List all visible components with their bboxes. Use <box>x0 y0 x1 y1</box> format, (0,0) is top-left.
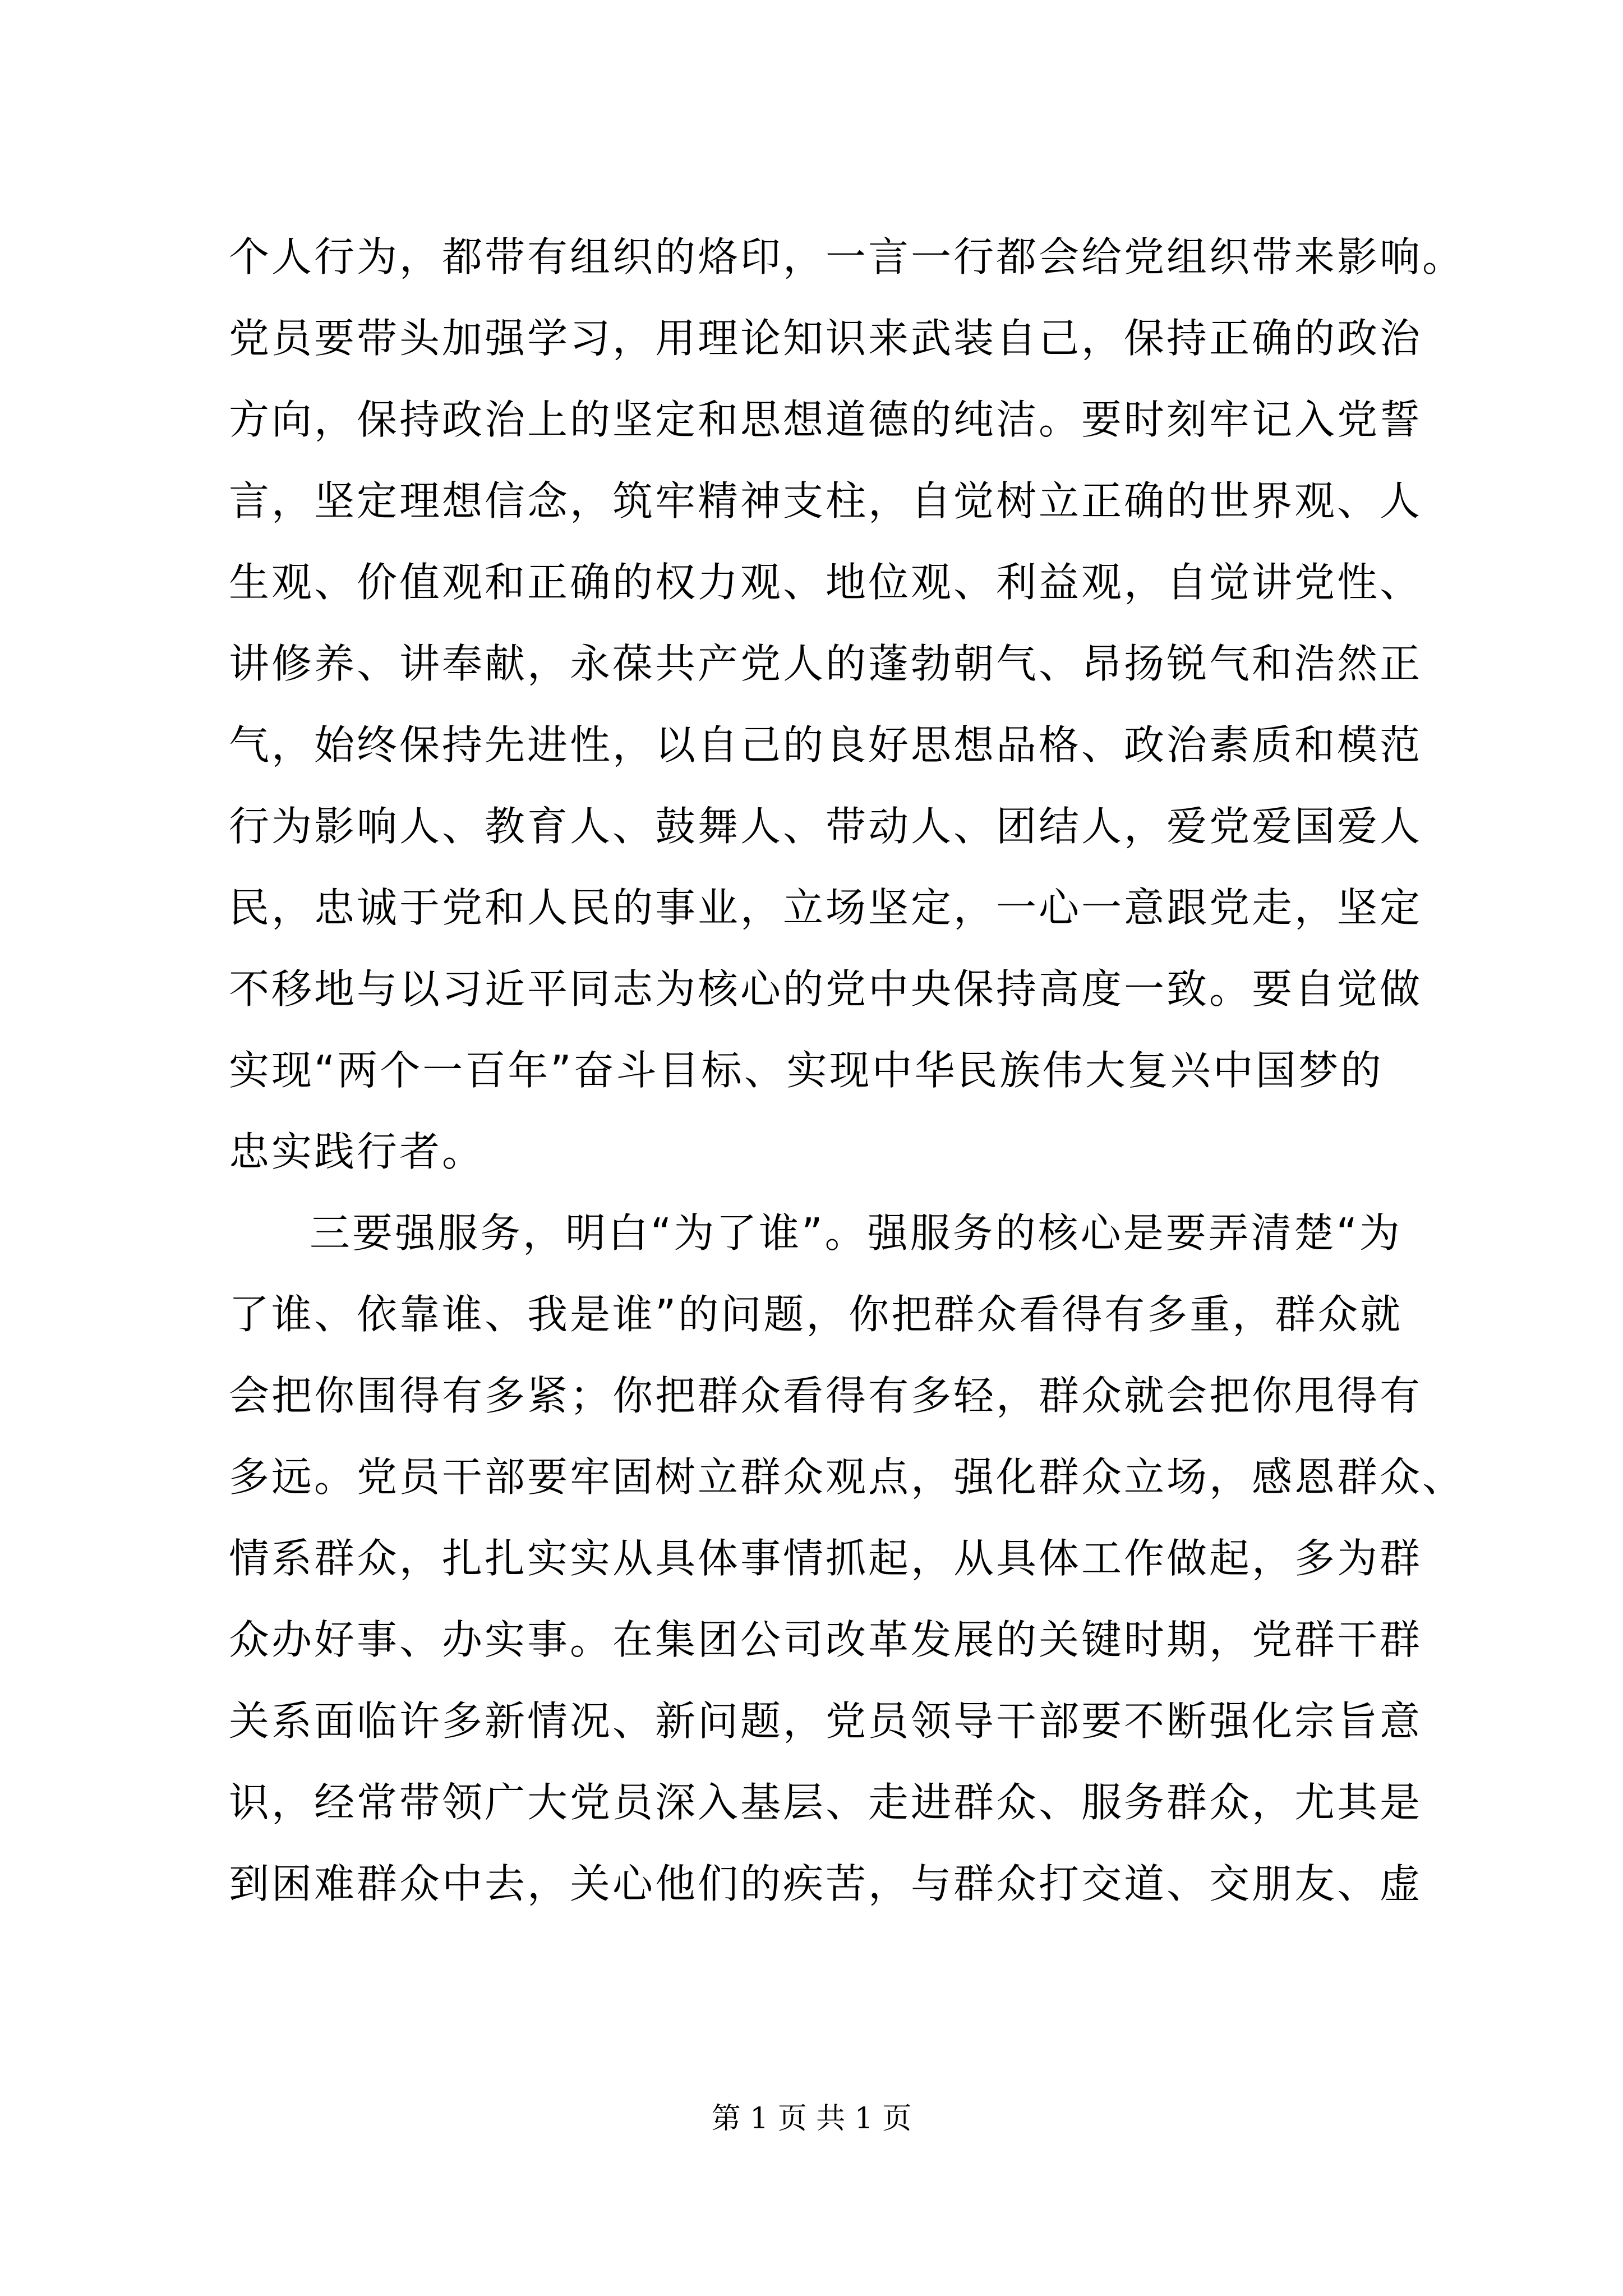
text-line-19: 关系面临许多新情况、新问题，党员领导干部要不断强化宗旨意 <box>229 1697 1423 1745</box>
text-line-1: 个人行为，都带有组织的烙印，一言一行都会给党组织带来影响。 <box>229 233 1465 280</box>
text-line-11: 实现“两个一百年”奋斗目标、实现中华民族伟大复兴中国梦的 <box>229 1047 1384 1094</box>
text-line-16: 多远。党员干部要牢固树立群众观点，强化群众立场，感恩群众、 <box>229 1453 1465 1501</box>
text-line-15: 会把你围得有多紧；你把群众看得有多轻，群众就会把你甩得有 <box>229 1372 1423 1419</box>
text-line-5: 生观、价值观和正确的权力观、地位观、利益观，自觉讲党性、 <box>229 559 1423 606</box>
page-footer: 第 1 页 共 1 页 <box>711 2102 912 2136</box>
text-line-6: 讲修养、讲奉献，永葆共产党人的蓬勃朝气、昂扬锐气和浩然正 <box>229 640 1423 687</box>
text-line-8: 行为影响人、教育人、鼓舞人、带动人、团结人，爱党爱国爱人 <box>229 803 1423 850</box>
text-line-14: 了谁、依靠谁、我是谁”的问题，你把群众看得有多重，群众就 <box>229 1291 1403 1338</box>
text-line-7: 气，始终保持先进性，以自己的良好思想品格、政治素质和模范 <box>229 721 1423 769</box>
text-line-10: 不移地与以习近平同志为核心的党中央保持高度一致。要自觉做 <box>229 965 1423 1013</box>
text-line-20: 识，经常带领广大党员深入基层、走进群众、服务群众，尤其是 <box>229 1779 1423 1826</box>
text-line-21: 到困难群众中去，关心他们的疾苦，与群众打交道、交朋友、虚 <box>229 1860 1423 1907</box>
text-line-17: 情系群众，扎扎实实从具体事情抓起，从具体工作做起，多为群 <box>229 1535 1423 1582</box>
text-line-18: 众办好事、办实事。在集团公司改革发展的关键时期，党群干群 <box>229 1616 1423 1663</box>
body-text <box>229 217 1474 1925</box>
text-line-9: 民，忠诚于党和人民的事业，立场坚定，一心一意跟党走，坚定 <box>229 884 1423 931</box>
text-line-4: 言，坚定理想信念，筑牢精神支柱，自觉树立正确的世界观、人 <box>229 477 1423 524</box>
text-line-2: 党员要带头加强学习，用理论知识来武装自己，保持正确的政治 <box>229 315 1423 362</box>
text-line-3: 方向，保持政治上的坚定和思想道德的纯洁。要时刻牢记入党誓 <box>229 396 1423 443</box>
text-line-13: 三要强服务，明白“为了谁”。强服务的核心是要弄清楚“为 <box>310 1209 1402 1257</box>
text-line-12: 忠实践行者。 <box>229 1128 485 1175</box>
